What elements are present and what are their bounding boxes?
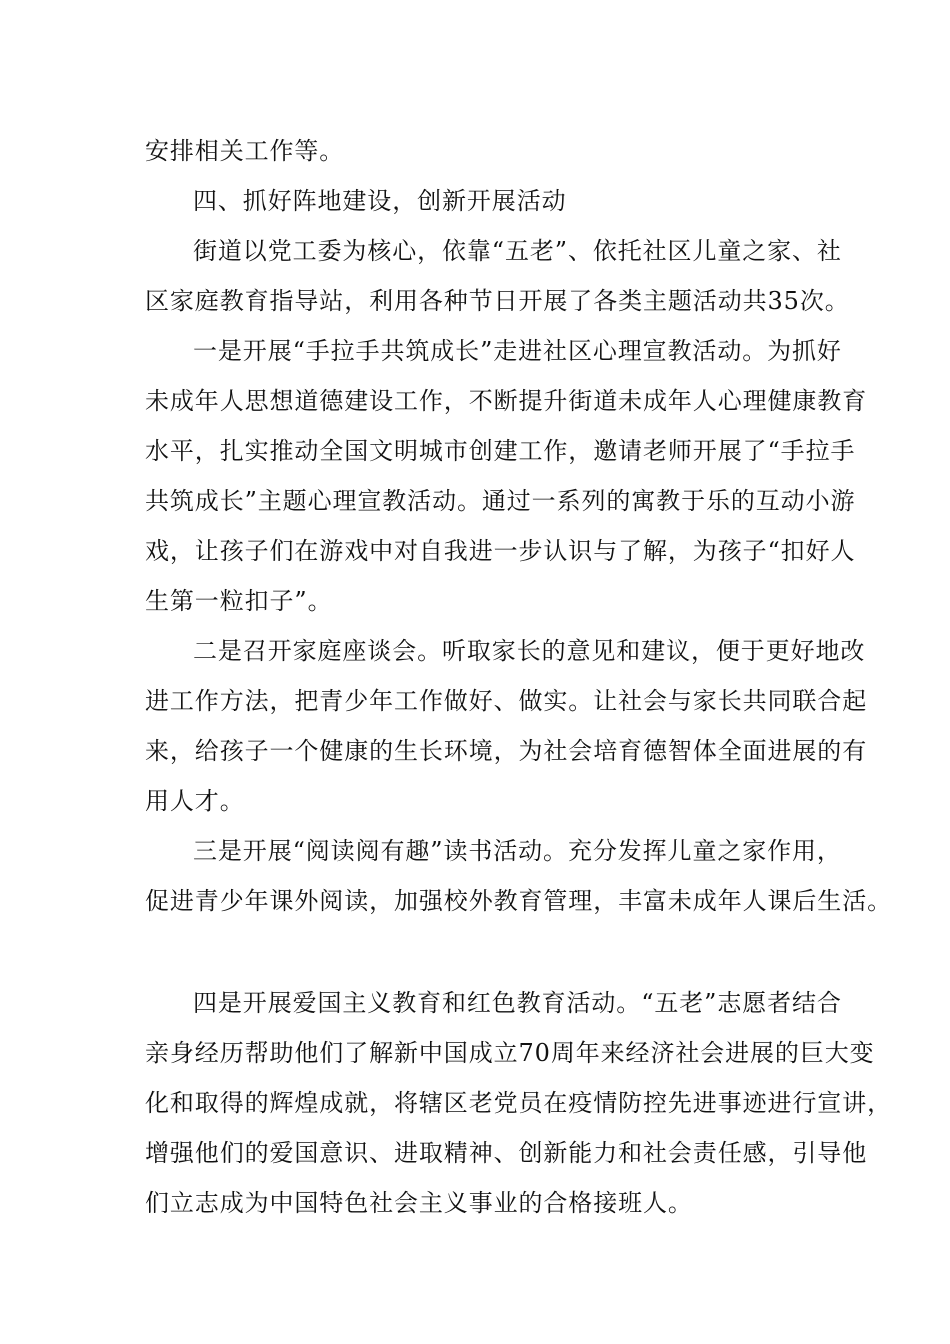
text-line: 亲身经历帮助他们了解新中国成立70周年来经济社会进展的巨大变 bbox=[145, 1039, 875, 1067]
text-line: 来，给孩子一个健康的生长环境，为社会培育德智体全面进展的有 bbox=[145, 737, 868, 765]
text-line: 增强他们的爱国意识、进取精神、创新能力和社会责任感，引导他 bbox=[145, 1139, 868, 1167]
text-line: 二是召开家庭座谈会。听取家长的意见和建议，便于更好地改 bbox=[193, 637, 866, 665]
text-line: 戏，让孩子们在游戏中对自我进一步认识与了解，为孩子“扣好人 bbox=[145, 537, 856, 565]
text-line: 用人才。 bbox=[145, 787, 245, 815]
text-line: 街道以党工委为核心，依靠“五老”、依托社区儿童之家、社 bbox=[193, 237, 842, 265]
text-line: 四是开展爱国主义教育和红色教育活动。“五老”志愿者结合 bbox=[193, 989, 842, 1017]
text-line: 未成年人思想道德建设工作，不断提升街道未成年人心理健康教育 bbox=[145, 387, 868, 415]
text-line: 区家庭教育指导站，利用各种节日开展了各类主题活动共35次。 bbox=[145, 287, 850, 315]
text-line: 一是开展“手拉手共筑成长”走进社区心理宣教活动。为抓好 bbox=[193, 337, 842, 365]
text-line: 水平，扎实推动全国文明城市创建工作，邀请老师开展了“手拉手 bbox=[145, 437, 856, 465]
text-line: 安排相关工作等。 bbox=[145, 137, 345, 165]
text-line: 三是开展“阅读阅有趣”读书活动。充分发挥儿童之家作用， bbox=[193, 837, 842, 865]
text-line: 进工作方法，把青少年工作做好、做实。让社会与家长共同联合起 bbox=[145, 687, 868, 715]
text-line: 化和取得的辉煌成就，将辖区老党员在疫情防控先进事迹进行宣讲， bbox=[145, 1089, 892, 1117]
section-heading: 四、抓好阵地建设，创新开展活动 bbox=[193, 187, 567, 215]
text-line: 共筑成长”主题心理宣教活动。通过一系列的寓教于乐的互动小游 bbox=[145, 487, 856, 515]
text-line: 促进青少年课外阅读，加强校外教育管理，丰富未成年人课后生活。 bbox=[145, 887, 892, 915]
text-line: 们立志成为中国特色社会主义事业的合格接班人。 bbox=[145, 1189, 693, 1217]
text-line: 生第一粒扣子”。 bbox=[145, 587, 333, 615]
